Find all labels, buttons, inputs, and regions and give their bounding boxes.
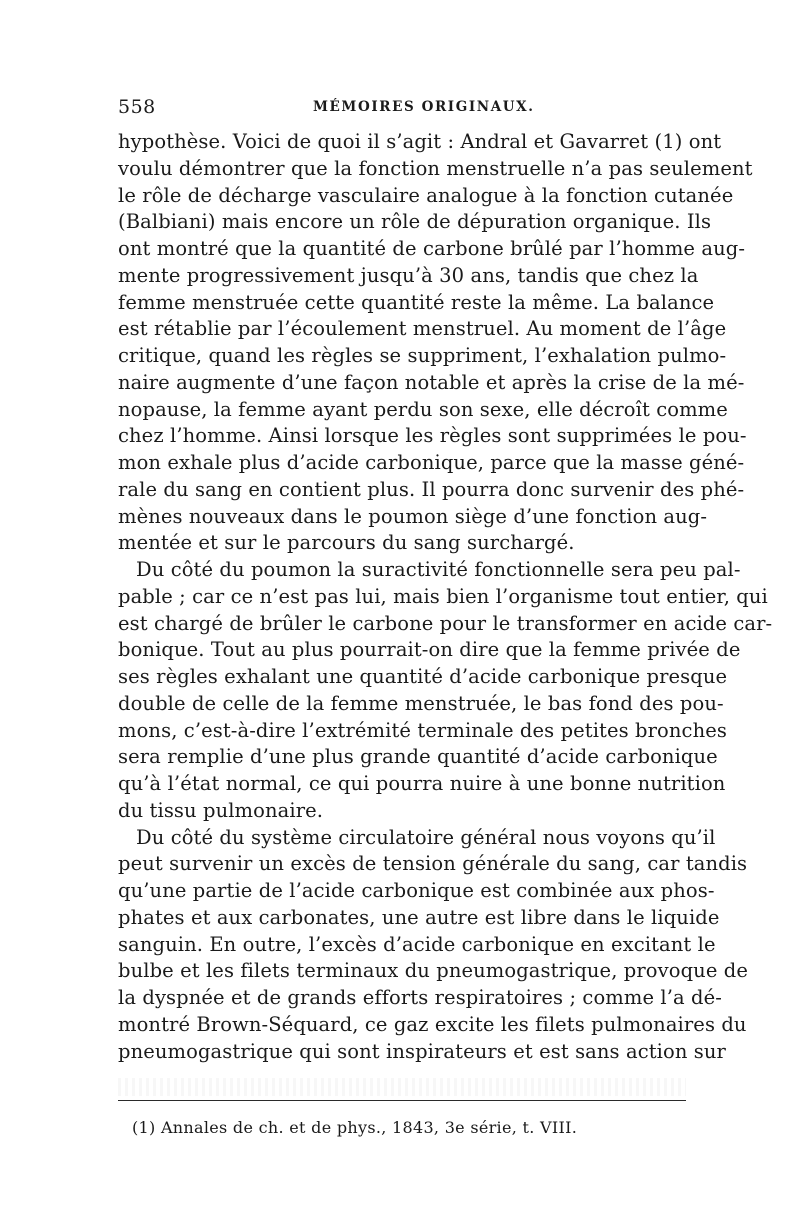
text-line: mentée et sur le parcours du sang surchargé. bbox=[118, 531, 575, 555]
text-line: qu’à l’état normal, ce qui pourra nuire à une bonne nutrition bbox=[118, 772, 726, 795]
page-header bbox=[118, 96, 686, 122]
text-line: (Balbiani) mais encore un rôle de dépuration organique. Ils bbox=[118, 210, 712, 234]
text-line: naire augmente d’une façon notable et après la crise de la mé- bbox=[118, 370, 745, 394]
text-line: le rôle de décharge vasculaire analogue à la fonction cutanée bbox=[118, 183, 734, 207]
text-line: ont montré que la quantité de carbone brûlé par l’homme aug- bbox=[118, 237, 746, 260]
text-line: peut survenir un excès de tension générale du sang, car tandis bbox=[118, 852, 748, 876]
text-line: du tissu pulmonaire. bbox=[118, 798, 324, 822]
text-line: mons, c’est-à-dire l’extrémité terminale des petites bronches bbox=[118, 718, 727, 742]
text-line: qu’une partie de l’acide carbonique est combinée aux phos- bbox=[118, 879, 715, 902]
text-line: est rétablie par l’écoulement menstruel. Au moment de l’âge bbox=[118, 317, 727, 341]
text-line: bonique. Tout au plus pourrait-on dire que la femme privée de bbox=[118, 638, 741, 662]
text-line: bulbe et les filets terminaux du pneumogastrique, provoque de bbox=[118, 959, 748, 983]
running-title: MÉMOIRES ORIGINAUX. bbox=[313, 99, 535, 115]
footnote: (1) Annales de ch. et de phys., 1843, 3e série, t. VIII. bbox=[132, 1118, 578, 1137]
text-line: pable ; car ce n’est pas lui, mais bien l’organisme tout entier, qui bbox=[118, 584, 768, 608]
text-line: ses règles exhalant une quantité d’acide carbonique presque bbox=[118, 665, 728, 688]
text-line: sera remplie d’une plus grande quantité d’acide carbonique bbox=[118, 745, 718, 769]
text-line: femme menstruée cette quantité reste la même. La balance bbox=[118, 290, 715, 314]
text-line: sanguin. En outre, l’excès d’acide carbonique en excitant le bbox=[118, 932, 716, 956]
body-text bbox=[118, 129, 773, 1065]
show-through-artifact bbox=[118, 1078, 686, 1096]
text-line: critique, quand les règles se suppriment, l’exhalation pulmo- bbox=[118, 344, 727, 367]
text-line: chez l’homme. Ainsi lorsque les règles sont supprimées le pou- bbox=[118, 424, 747, 448]
text-line: mènes nouveaux dans le poumon siège d’une fonction aug- bbox=[118, 504, 708, 528]
text-line: la dyspnée et de grands efforts respiratoires ; comme l’a dé- bbox=[118, 986, 722, 1009]
text-line: Du côté du système circulatoire général nous voyons qu’il bbox=[136, 825, 716, 849]
text-line: est chargé de brûler le carbone pour le transformer en acide car- bbox=[118, 611, 773, 635]
text-line: double de celle de la femme menstruée, le bas fond des pou- bbox=[118, 691, 724, 715]
footnote-rule bbox=[118, 1100, 686, 1101]
text-line: voulu démontrer que la fonction menstruelle n’a pas seulement bbox=[118, 156, 753, 180]
text-line: phates et aux carbonates, une autre est libre dans le liquide bbox=[118, 905, 720, 929]
text-line: nopause, la femme ayant perdu son sexe, elle décroît comme bbox=[118, 397, 728, 421]
text-line: montré Brown-Séquard, ce gaz excite les filets pulmonaires du bbox=[118, 1012, 747, 1036]
text-line: rale du sang en contient plus. Il pourra donc survenir des phé- bbox=[118, 477, 745, 501]
text-line: hypothèse. Voici de quoi il s’agit : Andral et Gavarret (1) ont bbox=[118, 130, 722, 153]
text-line: mente progressivement jusqu’à 30 ans, tandis que chez la bbox=[118, 263, 699, 287]
text-line: mon exhale plus d’acide carbonique, parce que la masse géné- bbox=[118, 451, 745, 474]
text-line: Du côté du poumon la suractivité fonctionnelle sera peu pal- bbox=[136, 558, 741, 581]
text-line: pneumogastrique qui sont inspirateurs et est sans action sur bbox=[118, 1039, 726, 1063]
page-number: 558 bbox=[118, 96, 156, 118]
